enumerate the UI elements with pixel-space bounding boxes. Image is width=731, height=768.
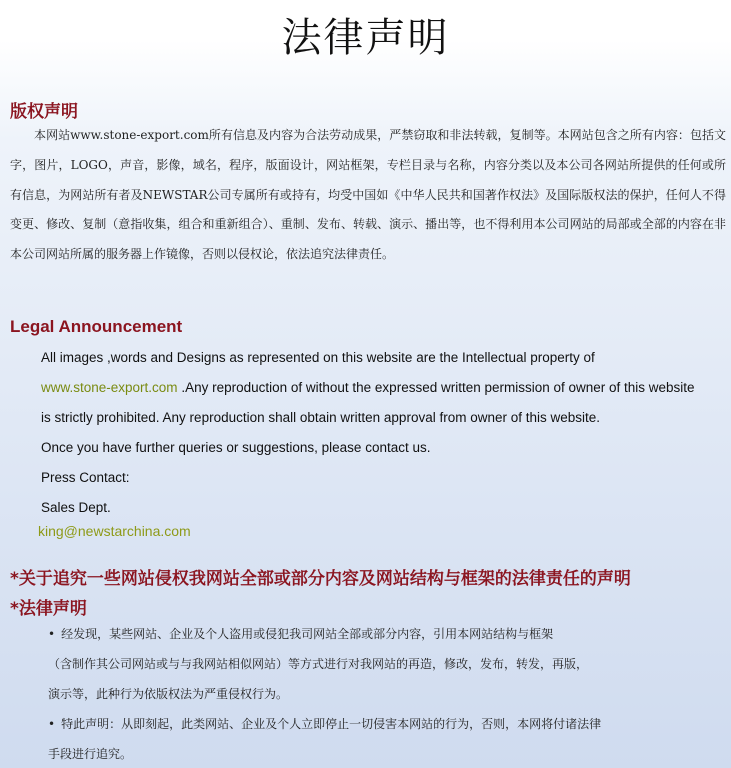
bullet-1-line-2: （含制作其公司网站或与与我网站相似网站）等方式进行对我网站的再造，修改，发布，转发，再版， [48, 657, 589, 671]
bullet-item-1 [48, 625, 553, 642]
bullet-2-line-2: 手段进行追究。 [48, 747, 133, 761]
page-title: 法律声明 [281, 15, 450, 61]
bullet-1-line-3: 演示等，此种行为依版权法为严重侵权行为。 [48, 687, 289, 701]
copyright-heading: 版权声明 [10, 102, 78, 122]
email-link[interactable]: king@newstarchina.com [38, 523, 191, 539]
copyright-body: 本网站www.stone-export.com所有信息及内容为合法劳动成果，严禁窃取和非法转载，复制等。本网站包含之所有内容：包括文字，图片，LOGO，声音，影像，域名，程序，版面设计，网站框架，专栏目录与名称，内容分类以及本公司各网站所提供的任何或所有信息，为网站所有者及NEWSTAR公司专属所有或持有，均受中国如《中华人民共和国著作权法》及国际版权法的保护，任何人不得变更、修改、复制（意指收集，组合和重新组合）、重制、发布、转载、演示、播出等，也不得利用本公司网站的局部或全部的内容在非本公司网站所属的服务器上作镜像，否则以侵权论，依法追究法律责任。 [10, 128, 726, 262]
legal-line-4: Once you have further queries or suggestions, please contact us. [41, 440, 431, 455]
legal-line-1: All images ,words and Designs as represented on this website are the Intellectual property of [41, 350, 595, 365]
bullet-1-line-1: 经发现，某些网站、企业及个人盗用或侵犯我司网站全部或部分内容，引用本网站结构与框架 [61, 627, 554, 641]
legal-statement-heading: *法律声明 [10, 599, 87, 619]
bullet-item-2 [48, 715, 601, 732]
legal-announcement-heading: Legal Announcement [10, 317, 183, 336]
statement-heading: *关于追究一些网站侵权我网站全部或部分内容及网站结构与框架的法律责任的声明 [10, 569, 631, 589]
bullet-2-line-1: 特此声明：从即刻起，此类网站、企业及个人立即停止一切侵害本网站的行为，否则，本网将付诸法律 [61, 717, 602, 731]
press-contact-label: Press Contact: [41, 470, 130, 485]
bullet-icon: • [48, 717, 56, 731]
legal-line-2-text: .Any reproduction of without the expressed written permission of owner of this website [177, 380, 695, 395]
legal-line-3: is strictly prohibited. Any reproduction shall obtain written approval from owner of this website. [41, 410, 601, 425]
sales-dept-label: Sales Dept. [41, 500, 111, 515]
legal-line-2 [41, 380, 695, 395]
bullet-icon: • [48, 627, 56, 641]
website-link[interactable]: www.stone-export.com [41, 380, 178, 395]
